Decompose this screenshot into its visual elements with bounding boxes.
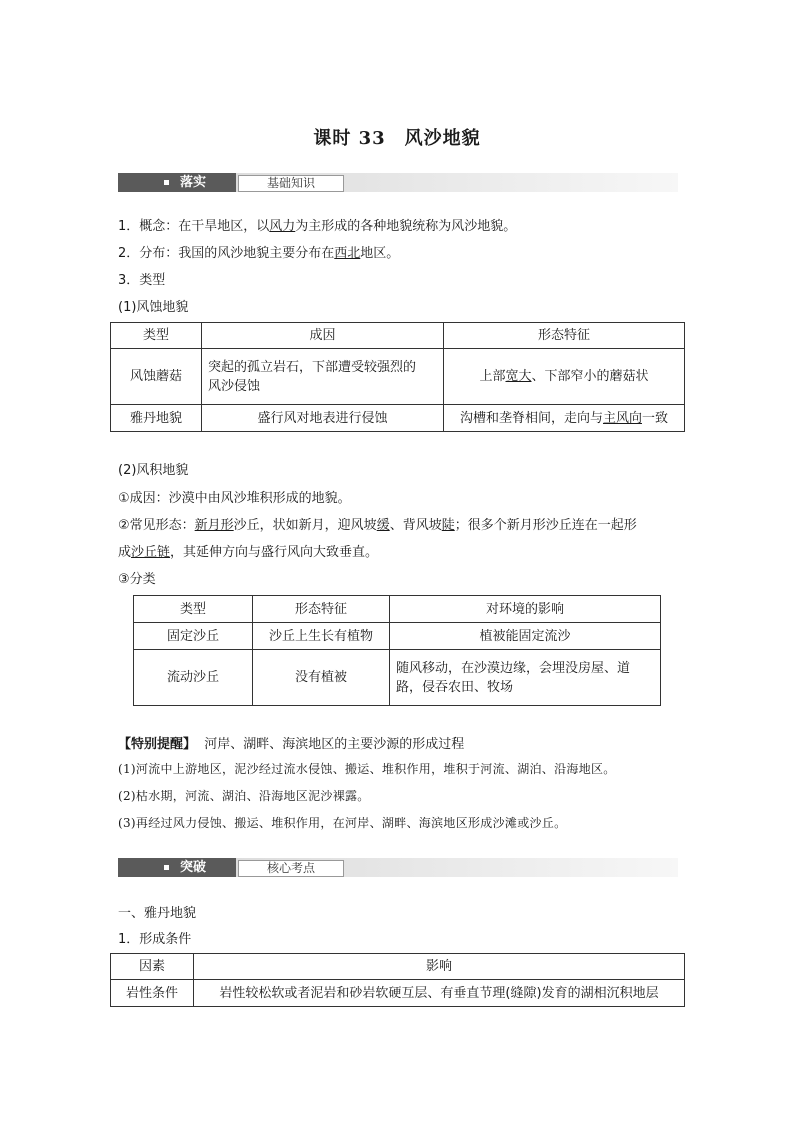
page-title: 课时 33 风沙地貌 [313,128,481,149]
heading-formation: 1．形成条件 [118,932,192,947]
tip-item: (3)再经过风力侵蚀、搬运、堆积作用，在河岸、湖畔、海滨地区形成沙滩或沙丘。 [118,816,567,830]
table-header-row: 类型 形态特征 对环境的影响 [134,596,661,623]
square-bullet-icon [164,180,169,185]
paragraph-forms-cont: 成沙丘链，其延伸方向与盛行风向大致垂直。 [118,545,379,560]
paragraph-concept: 1．概念：在干旱地区，以风力为主形成的各种地貌统称为风沙地貌。 [118,219,517,234]
formation-conditions-table [110,953,685,1007]
paragraph-origin: ①成因：沙漠中由风沙堆积形成的地貌。 [118,491,351,506]
table-header-row: 因素 影响 [111,954,685,980]
section-banner-basics [118,173,678,192]
section-tag: 落实 [118,173,236,192]
paragraph-forms: ②常见形态：新月形沙丘，状如新月，迎风坡缓、背风坡陡；很多个新月形沙丘连在一起形 [118,518,637,533]
section-banner-core [118,858,678,877]
table-row: 流动沙丘 没有植被 随风移动，在沙漠边缘，会埋没房屋、道 路，侵吞农田、牧场 [134,650,661,706]
erosion-landform-table [110,322,685,432]
tip-item: (1)河流中上游地区，泥沙经过流水侵蚀、搬运、堆积作用，堆积于河流、湖泊、沿海地区。 [118,762,616,776]
table-row: 固定沙丘 沙丘上生长有植物 植被能固定流沙 [134,623,661,650]
square-bullet-icon [164,865,169,870]
paragraph-distribution: 2．分布：我国的风沙地貌主要分布在西北地区。 [118,246,400,261]
table-row: 雅丹地貌 盛行风对地表进行侵蚀 沟槽和垄脊相间，走向与主风向一致 [111,405,685,432]
subheading-wind-deposition: (2)风积地貌 [118,463,189,478]
section-label: 基础知识 [238,175,344,192]
table-header-row: 类型 成因 形态特征 [111,323,685,349]
heading-yardang: 一、雅丹地貌 [118,906,197,921]
section-tag: 突破 [118,858,236,877]
section-label: 核心考点 [238,860,344,877]
table-row: 风蚀蘑菇 突起的孤立岩石，下部遭受较强烈的 风沙侵蚀 上部宽大、下部窄小的蘑菇状 [111,349,685,405]
paragraph-classification: ③分类 [118,572,156,587]
paragraph-types: 3．类型 [118,273,166,288]
tip-item: (2)枯水期，河流、湖泊、沿海地区泥沙裸露。 [118,789,370,803]
subheading-wind-erosion: (1)风蚀地貌 [118,300,189,315]
table-row: 岩性条件 岩性较松软或者泥岩和砂岩软硬互层、有垂直节理(缝隙)发育的湖相沉积地层 [111,980,685,1007]
dune-classification-table [133,595,661,706]
tip-heading: 【特别提醒】 河岸、湖畔、海滨地区的主要沙源的形成过程 [118,737,465,752]
